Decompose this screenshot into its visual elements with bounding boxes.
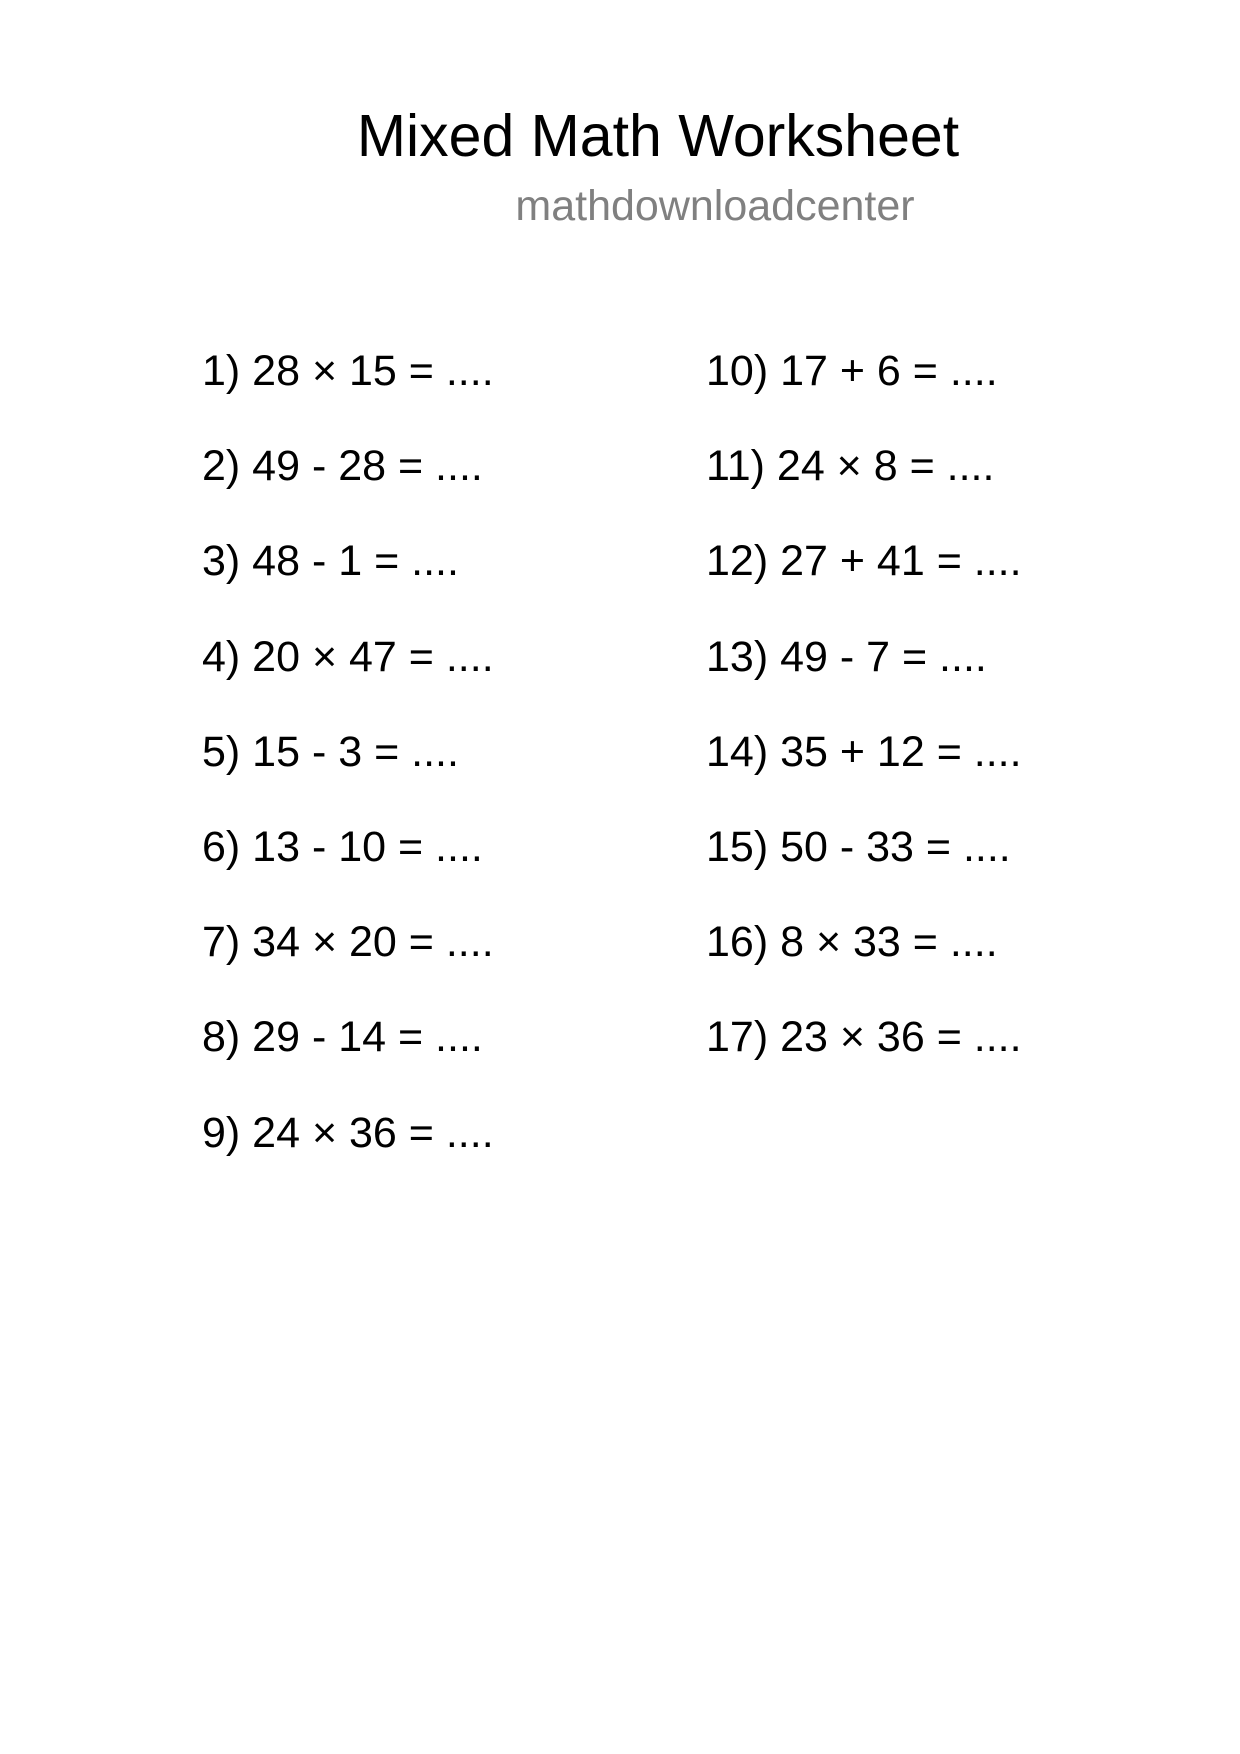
problem-8: 8) 29 - 14 = .... <box>202 1013 483 1062</box>
problem-6: 6) 13 - 10 = .... <box>202 822 483 871</box>
problem-16: 16) 8 × 33 = .... <box>706 918 998 967</box>
problem-1: 1) 28 × 15 = .... <box>202 347 494 395</box>
problem-5: 5) 15 - 3 = .... <box>202 727 459 776</box>
problem-17: 17) 23 × 36 = .... <box>706 1013 1022 1062</box>
problems-right-column <box>706 345 1022 1107</box>
worksheet-subtitle: mathdownloadcenter <box>515 182 915 230</box>
problem-7: 7) 34 × 20 = .... <box>202 918 494 967</box>
problem-12: 12) 27 + 41 = .... <box>706 537 1022 586</box>
problem-11: 11) 24 × 8 = .... <box>706 442 995 491</box>
problem-2: 2) 49 - 28 = .... <box>202 442 483 491</box>
problem-4: 4) 20 × 47 = .... <box>202 632 494 681</box>
problem-15: 15) 50 - 33 = .... <box>706 822 1011 871</box>
problem-10: 10) 17 + 6 = .... <box>706 347 998 395</box>
problem-13: 13) 49 - 7 = .... <box>706 632 987 681</box>
problems-left-column <box>202 345 494 1202</box>
problem-14: 14) 35 + 12 = .... <box>706 727 1022 776</box>
problem-3: 3) 48 - 1 = .... <box>202 537 459 586</box>
problem-9: 9) 24 × 36 = .... <box>202 1108 494 1157</box>
worksheet-title: Mixed Math Worksheet <box>356 103 960 169</box>
